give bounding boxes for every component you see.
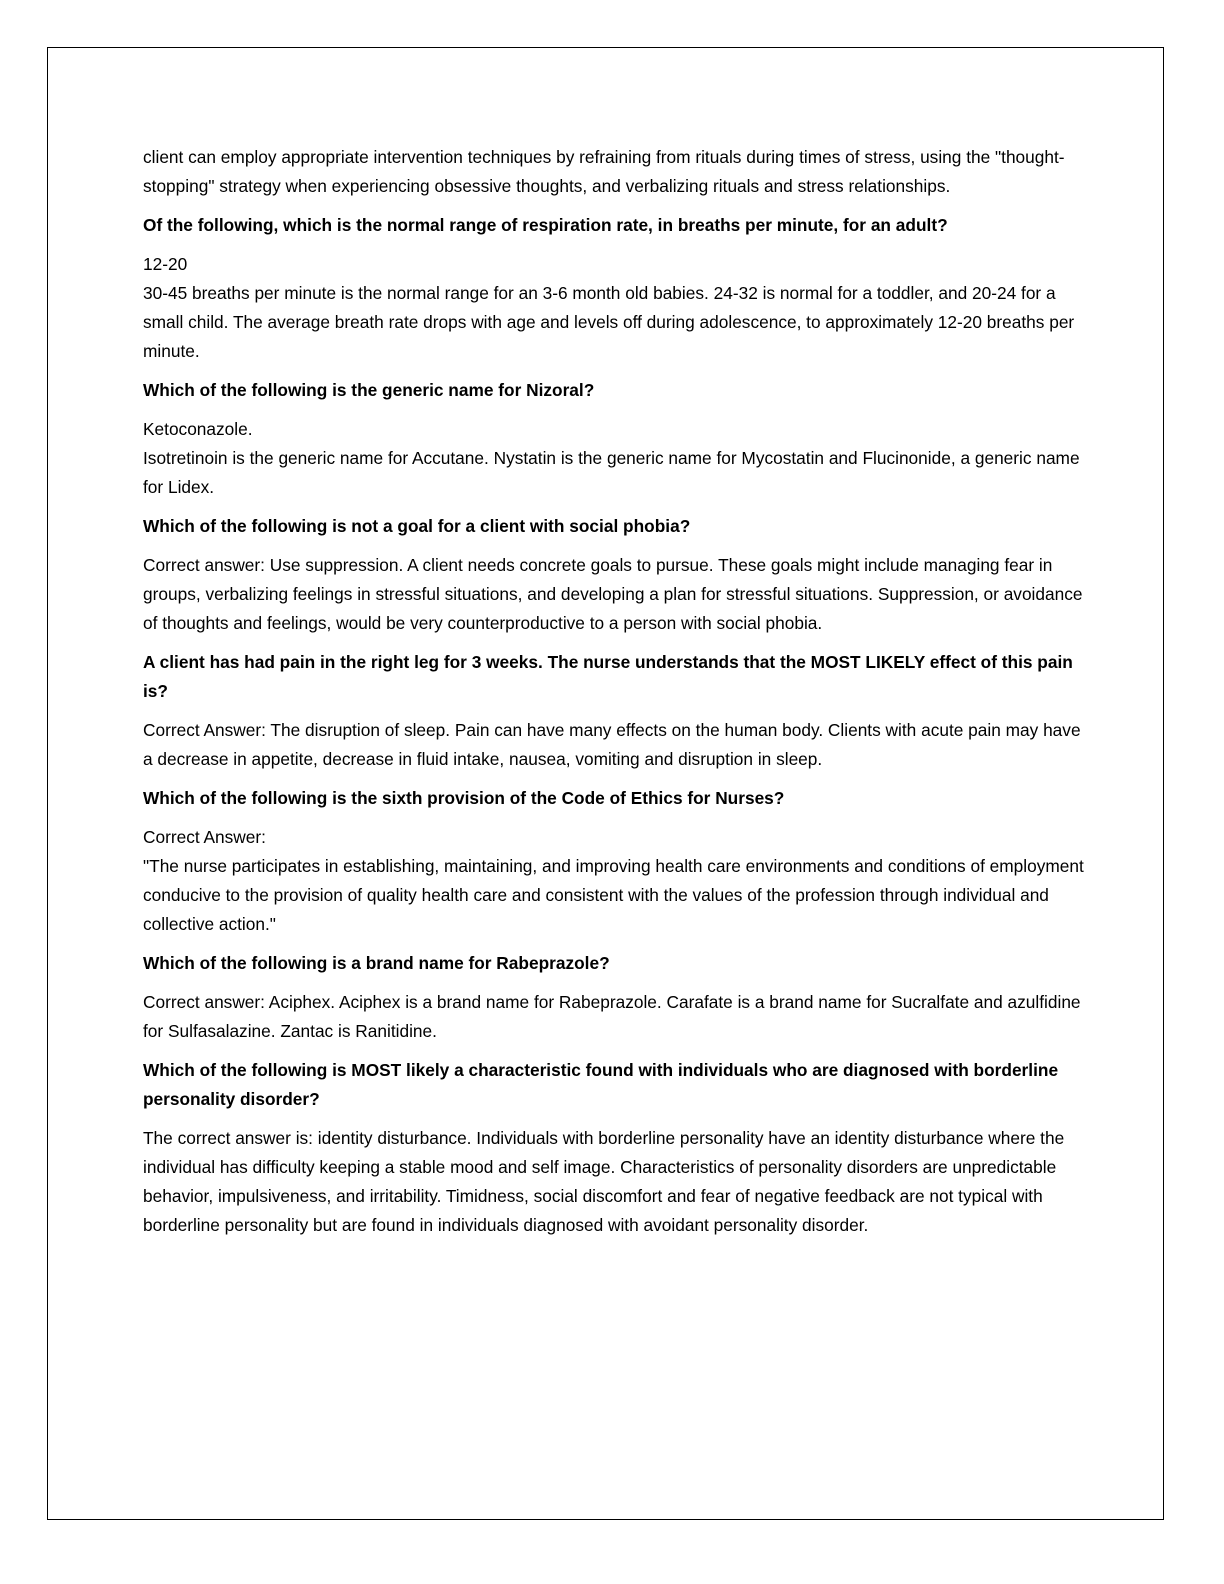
question-rabeprazole: Which of the following is a brand name for Rabeprazole?: [143, 953, 610, 973]
question-borderline-personality: Which of the following is MOST likely a characteristic found with individuals who are diagnosed with borderline personality disorder?: [143, 1060, 1059, 1109]
answer-code-of-ethics: [143, 823, 1088, 939]
answer-social-phobia: [143, 551, 1088, 638]
answer-rabeprazole: [143, 988, 1088, 1046]
answer-line: Ketoconazole.: [143, 419, 253, 439]
answer-respiration-rate: [143, 250, 1088, 366]
answer-line: Isotretinoin is the generic name for Accutane. Nystatin is the generic name for Mycostatin and Flucinonide, a generic name for Lidex.: [143, 448, 1080, 497]
answer-borderline-personality: [143, 1124, 1088, 1240]
answer-leg-pain: [143, 716, 1088, 774]
answer-line: Correct Answer:: [143, 827, 266, 847]
answer-line: Correct Answer: The disruption of sleep. Pain can have many effects on the human body. Clients with acute pain may have a decrease in appetite, decrease in fluid intake, nausea, vomiting and disruption in sleep.: [143, 720, 1081, 769]
answer-line: The correct answer is: identity disturbance. Individuals with borderline personality have an identity disturbance where the individual has difficulty keeping a stable mood and self image. Characteristics of personality disorders are unpredictable behavior, impulsiveness, and irritability. Timidness, social discomfort and fear of negative feedback are not typical with borderline personality but are found in individuals diagnosed with avoidant personality disorder.: [143, 1128, 1065, 1235]
answer-line: "The nurse participates in establishing, maintaining, and improving health care environments and conditions of employment conducive to the provision of quality health care and consistent with the values of the profession through individual and collective action.": [143, 856, 1084, 934]
answer-nizoral: [143, 415, 1088, 502]
question-code-of-ethics: Which of the following is the sixth provision of the Code of Ethics for Nurses?: [143, 788, 785, 808]
document-body: [143, 143, 1088, 1250]
answer-line: Correct answer: Aciphex. Aciphex is a brand name for Rabeprazole. Carafate is a brand name for Sucralfate and azulfidine for Sulfasalazine. Zantac is Ranitidine.: [143, 992, 1081, 1041]
intro-paragraph: client can employ appropriate intervention techniques by refraining from rituals during times of stress, using the "thought-stopping" strategy when experiencing obsessive thoughts, and verbalizing rituals and stress relationships.: [143, 147, 1065, 196]
question-respiration-rate: Of the following, which is the normal range of respiration rate, in breaths per minute, for an adult?: [143, 215, 948, 235]
question-leg-pain: A client has had pain in the right leg for 3 weeks. The nurse understands that the MOST LIKELY effect of this pain is?: [143, 652, 1073, 701]
answer-line: Correct answer: Use suppression. A client needs concrete goals to pursue. These goals might include managing fear in groups, verbalizing feelings in stressful situations, and developing a plan for stressful situations. Suppression, or avoidance of thoughts and feelings, would be very counterproductive to a person with social phobia.: [143, 555, 1083, 633]
question-nizoral: Which of the following is the generic name for Nizoral?: [143, 380, 595, 400]
answer-line: 30-45 breaths per minute is the normal range for an 3-6 month old babies. 24-32 is normal for a toddler, and 20-24 for a small child. The average breath rate drops with age and levels off during adolescence, to approximately 12-20 breaths per minute.: [143, 283, 1075, 361]
answer-line: 12-20: [143, 254, 188, 274]
question-social-phobia: Which of the following is not a goal for a client with social phobia?: [143, 516, 691, 536]
